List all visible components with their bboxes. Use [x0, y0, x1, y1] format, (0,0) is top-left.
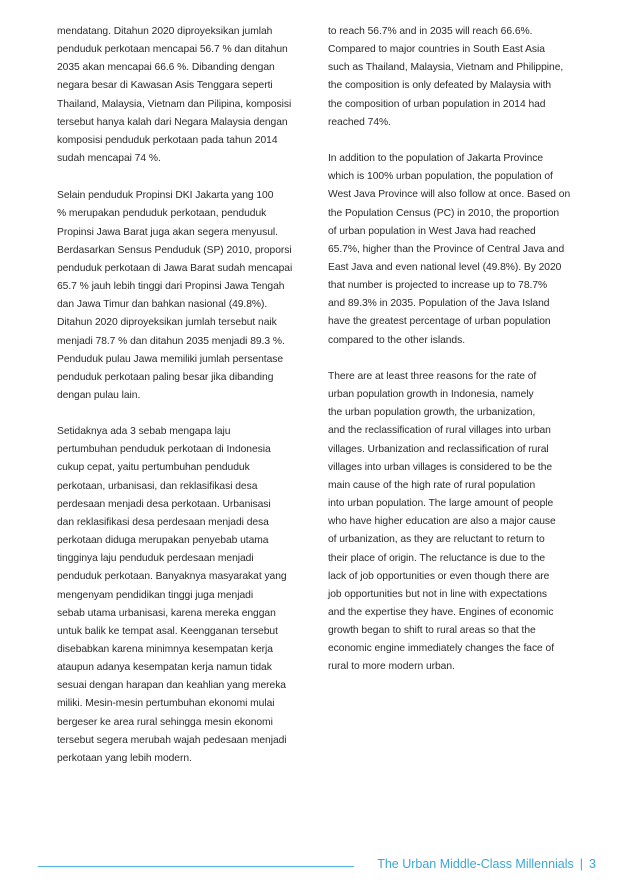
- footer-rule: [38, 866, 354, 867]
- paragraph-id-1: mendatang. Ditahun 2020 diproyeksikan jumlah penduduk perkotaan mencapai 56.7 % dan ditahun 2035 akan mencapai 66.6 %. Dibanding dengan negara besar di Kawasan Asis Tenggara seperti Thailand, Malaysia, Vietnam dan Pilipina, komposisi tersebut hanya kalah dari Negara Malaysia dengan komposisi penduduk perkotaan pada tahun 2014 sudah mencapai 74 %.: [57, 26, 292, 165]
- right-column-english: [328, 23, 596, 677]
- paragraph-en-3: There are at least three reasons for the rate of urban population growth in Indonesia, namely the urban population growth, the urbanization, and the reclassification of rural villages into urban villages. Urbanization and reclassification of rural villages into urban villages is considered to be the main cause of the high rate of rural population into urban population. The large amount of people who have higher education are also a major cause of urbanization, as they are reluctant to return to their place of origin. The reluctance is due to the lack of job opportunities or even though there are job opportunities but not in line with expectations and the expertise they have. Engines of economic growth began to shift to rural areas so that the economic engine immediately changes the face of rural to more modern urban.: [328, 370, 556, 673]
- page-footer: [377, 857, 596, 871]
- page-number: 3: [589, 857, 596, 871]
- paragraph-id-3: Setidaknya ada 3 sebab mengapa laju pertumbuhan penduduk perkotaan di Indonesia cukup cepat, yaitu pertumbuhan penduduk perkotaan, urbanisasi, dan reklasifikasi desa perdesaan menjadi desa perkotaan. Urbanisasi dan reklasifikasi desa perdesaan menjadi desa perkotaan diduga merupakan penyebab utama tingginya laju penduduk perdesaan menjadi penduduk perkotaan. Banyaknya masyarakat yang mengenyam pendidikan tinggi juga menjadi sebab utama urbanisasi, karena mereka enggan untuk balik ke tempat asal. Keengganan tersebut disebabkan karena minimnya kesempatan kerja ataupun adanya kesempatan kerja namun tidak sesuai dengan harapan dan keahlian yang mereka miliki. Mesin-mesin pertumbuhan ekonomi mulai bergeser ke area rural sehingga mesin ekonomi tersebut segera merubah wajah pedesaan menjadi perkotaan yang lebih modern.: [57, 426, 287, 764]
- paragraph-en-2: In addition to the population of Jakarta Province which is 100% urban population, the population of West Java Province will also follow at once. Based on the Population Census (PC) in 2010, the proportion of urban population in West Java had reached 65.7%, higher than the Province of Central Java and East Java and even national level (49.8%). By 2020 that number is projected to increase up to 78.7% and 89.3% in 2035. Population of the Java Island have the greatest percentage of urban population compared to the other islands.: [328, 153, 571, 346]
- footer-separator: |: [579, 857, 584, 871]
- paragraph-id-2: Selain penduduk Propinsi DKI Jakarta yang 100 % merupakan penduduk perkotaan, penduduk Propinsi Jawa Barat juga akan segera menyusul. Berdasarkan Sensus Penduduk (SP) 2010, proporsi penduduk perkotaan di Jawa Barat sudah mencapai 65.7 % jauh lebih tinggi dari Propinsi Jawa Tengah dan Jawa Timur dan bahkan nasional (49.8%). Ditahun 2020 diproyeksikan jumlah tersebut naik menjadi 78.7 % dan ditahun 2035 menjadi 89.3 %. Penduduk pulau Jawa memiliki jumlah persentase penduduk perkotaan paling besar jika dibanding dengan pulau lain.: [57, 190, 293, 401]
- publication-title: The Urban Middle-Class Millennials: [377, 857, 574, 871]
- left-column-indonesian: [57, 23, 319, 768]
- paragraph-en-1: to reach 56.7% and in 2035 will reach 66.6%. Compared to major countries in South East Asia such as Thailand, Malaysia, Vietnam and Philippine, the composition is only defeated by Malaysia with the composition of urban population in 2014 had reached 74%.: [328, 26, 564, 128]
